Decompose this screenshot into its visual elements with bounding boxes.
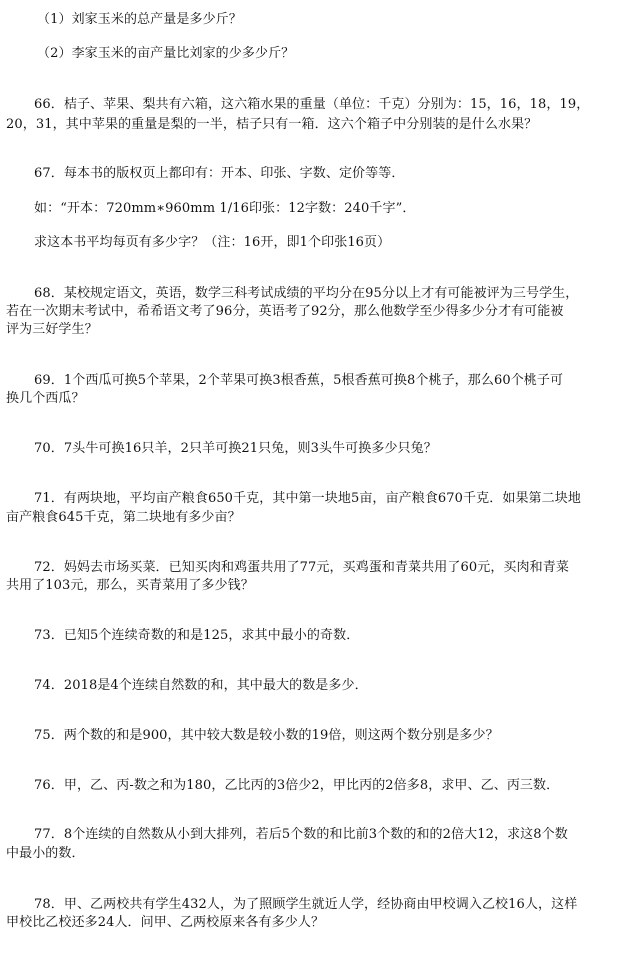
problem-76-line-1: 76．甲，乙、丙-数之和为180，乙比丙的3倍少2，甲比丙的2倍多8，求甲、乙、丙三数．: [34, 778, 560, 793]
problem-72-line-2: 共用了103元，那么，买青菜用了多少钱？: [6, 578, 254, 593]
problem-71-line-1: 71．有两块地，平均亩产粮食650千克，其中第一块地5亩，亩产粮食670千克．如果第二块地: [34, 491, 581, 506]
problem-68-line-2: 若在一次期末考试中，希希语文考了96分，英语考了92分，那么他数学至少得多少分才有可能被: [6, 304, 564, 319]
problem-68-line-1: 68．某校规定语文，英语，数学三科考试成绩的平均分在95分以上才有可能被评为三号学生，: [34, 286, 579, 301]
problem-78-line-2: 甲校比乙校还多24人．问甲、乙两校原来各有多少人？: [6, 915, 325, 930]
problem-73-line-1: 73．已知5个连续奇数的和是125，求其中最小的奇数．: [34, 628, 360, 643]
problem-77-line-1: 77．8个连续的自然数从小到大排列，若后5个数的和比前3个数的和的2倍大12，求这8个数: [34, 827, 568, 842]
problem-66-line-2: 20，31，其中苹果的重量是梨的一半，桔子只有一箱．这六个箱子中分别装的是什么水果？: [6, 117, 538, 132]
problem-77-line-2: 中最小的数．: [6, 846, 85, 861]
problem-68-line-3: 评为三好学生？: [6, 322, 98, 337]
sub-question-1: （1）刘家玉米的总产量是多少斤？: [37, 12, 242, 27]
problem-70-line-1: 70．7头牛可换16只羊，2只羊可换21只兔，则3头牛可换多少只兔？: [34, 441, 437, 456]
problem-75-line-1: 75．两个数的和是900，其中较大数是较小数的19倍，则这两个数分别是多少？: [34, 728, 499, 743]
problem-69-line-2: 换几个西瓜？: [6, 391, 85, 406]
problem-67-line-3: 求这本书平均每页有多少字？（注：16开，即1个印张16页）: [34, 235, 391, 250]
problem-72-line-1: 72．妈妈去市场买菜．已知买肉和鸡蛋共用了77元，买鸡蛋和青菜共用了60元，买肉和青菜: [34, 560, 569, 575]
problem-74-line-1: 74．2018是4个连续自然数的和，其中最大的数是多少．: [34, 678, 368, 693]
problem-66-line-1: 66．桔子、苹果、梨共有六箱，这六箱水果的重量（单位：千克）分别为：15，16，18，19，: [34, 97, 590, 112]
problem-67-line-1: 67．每本书的版权页上都印有：开本、印张、字数、定价等等．: [34, 166, 405, 181]
problem-67-line-2: 如：“开本：720mm∗960mm 1/16印张：12字数：240千字”．: [34, 201, 416, 216]
problem-78-line-1: 78．甲、乙两校共有学生432人，为了照顾学生就近人学，经协商由甲校调入乙校16人，这样: [34, 897, 578, 912]
problem-71-line-2: 亩产粮食645千克，第二块地有多少亩？: [6, 510, 241, 525]
sub-question-2: （2）李家玉米的亩产量比刘家的少多少斤？: [37, 46, 295, 61]
problem-69-line-1: 69．1个西瓜可换5个苹果，2个苹果可换3根香蕉，5根香蕉可换8个桃子，那么60个桃子可: [34, 373, 564, 388]
